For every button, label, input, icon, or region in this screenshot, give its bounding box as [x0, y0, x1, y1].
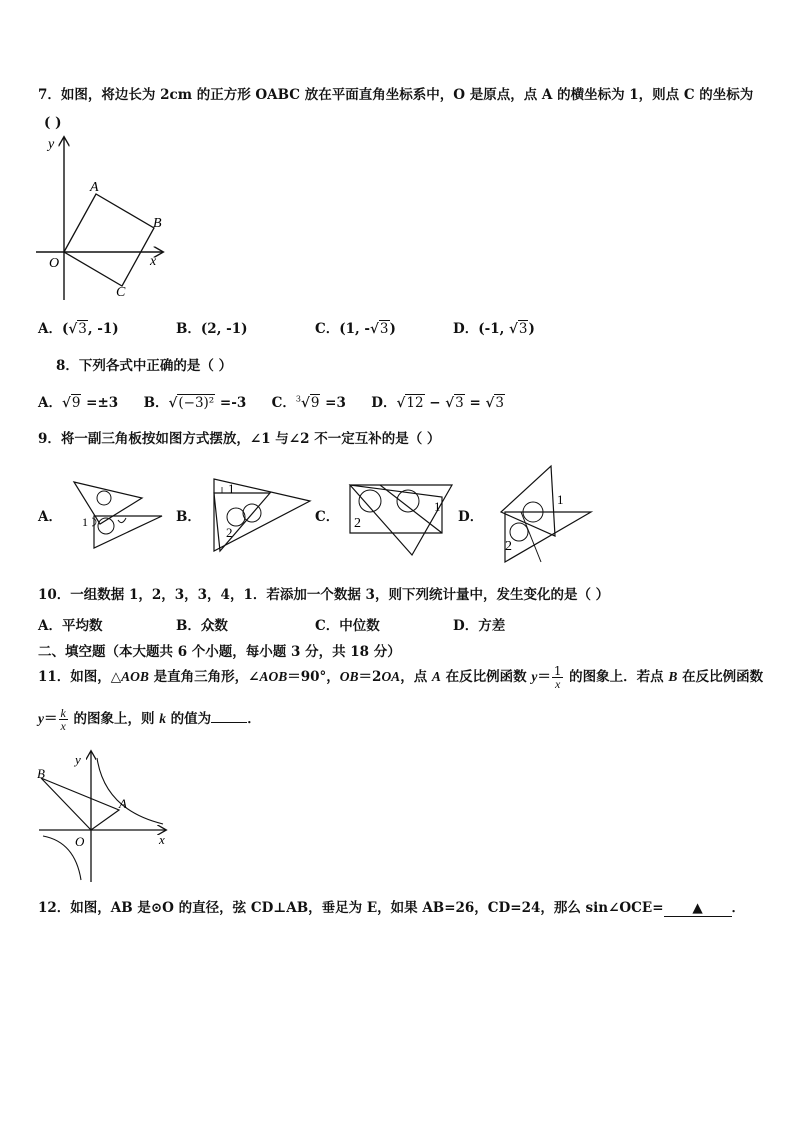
q10-stem: 10．一组数据 1，2，3，3，4，1．若添加一个数据 3，则下列统计量中，发生变化的是（ ）	[38, 587, 610, 603]
q9-figure-c	[340, 475, 460, 560]
q12-stem: 12．如图，AB 是⊙O 的直径，弦 CD⊥AB，垂足为 E，如果 AB=26，CD=24，那么 sin∠OCE= ▲ ．	[38, 900, 746, 916]
svg-text:2: 2	[354, 516, 361, 531]
svg-text:O: O	[75, 834, 85, 849]
q7-option-d: D．(-1, √3)	[453, 321, 535, 337]
q9-label-a: A．	[38, 509, 62, 525]
svg-text:B: B	[37, 766, 45, 781]
q7-label-y: y	[48, 137, 55, 152]
svg-text:2: 2	[505, 539, 512, 554]
q7-label-b: B	[153, 216, 162, 231]
q9-figure-b	[210, 475, 320, 555]
q9-stem: 9．将一副三角板按如图方式摆放，∠1 与∠2 不一定互补的是（ ）	[38, 431, 441, 447]
q7-label-o: O	[49, 256, 60, 271]
q7-label-x: x	[150, 254, 157, 269]
q7-paren: ( )	[44, 115, 62, 131]
svg-text:y: y	[75, 752, 81, 767]
q11-hyperbola-k	[97, 758, 163, 824]
q9-label-d: D．	[458, 509, 484, 525]
q11-answer-blank	[211, 722, 247, 723]
q8-stem: 8．下列各式中正确的是（ ）	[56, 358, 233, 374]
q10-option-c: C．中位数	[315, 618, 380, 634]
q9-label-b: B．	[176, 509, 201, 525]
svg-text:2: 2	[226, 525, 233, 540]
svg-text:x: x	[159, 832, 165, 847]
q7-label-c: C	[116, 285, 126, 300]
q7-option-c: C．(1, -√3)	[315, 321, 396, 337]
q10-option-d: D．方差	[453, 618, 506, 634]
q11-figure	[35, 748, 175, 883]
svg-text:1: 1	[228, 481, 235, 496]
q11-line-2: y＝ $\frac{k}{x}$ 的图象上，则 k 的值为 ．	[38, 706, 261, 733]
q12-answer-blank: ▲	[664, 900, 732, 917]
svg-text:A: A	[119, 796, 127, 811]
svg-text:1: 1	[434, 499, 441, 514]
q8-options: A．√9 =±3 B．√(−3)² =-3 C．$^3$√9 =3 D．√12 − √3 = √3	[38, 394, 504, 411]
q7-stem: 7．如图，将边长为 2cm 的正方形 OABC 放在平面直角坐标系中，O 是原点，点 A 的横坐标为 1，则点 C 的坐标为	[38, 87, 754, 103]
q9-figure-a	[70, 470, 170, 565]
q7-option-a: A．(√3, -1)	[38, 321, 119, 337]
q7-label-a: A	[90, 180, 99, 195]
svg-text:1: 1	[557, 492, 564, 507]
q10-option-b: B．众数	[176, 618, 228, 634]
q11-fraction-1-over-x: $\frac{1}{x}$	[553, 664, 562, 691]
q10-option-a: A．平均数	[38, 618, 103, 634]
q7-square-oabc	[64, 194, 154, 286]
q11-line-1: 11．如图，△AOB 是直角三角形，∠AOB＝90°，OB＝2OA，点 A 在反比例函数 y＝ $\frac{1}{x}$ 的图象上．若点 B 在反比例函数	[38, 664, 764, 691]
section-2-heading: 二、填空题（本大题共 6 个小题，每小题 3 分，共 18 分）	[38, 644, 401, 660]
q7-figure	[30, 130, 180, 305]
svg-text:1: 1	[82, 515, 88, 529]
q7-option-b: B．(2, -1)	[176, 321, 248, 337]
q9-label-c: C．	[315, 509, 340, 525]
q11-fraction-k-over-x: $\frac{k}{x}$	[60, 706, 66, 733]
q9-figure-d	[495, 462, 605, 567]
q11-triangle-aob	[41, 778, 119, 830]
